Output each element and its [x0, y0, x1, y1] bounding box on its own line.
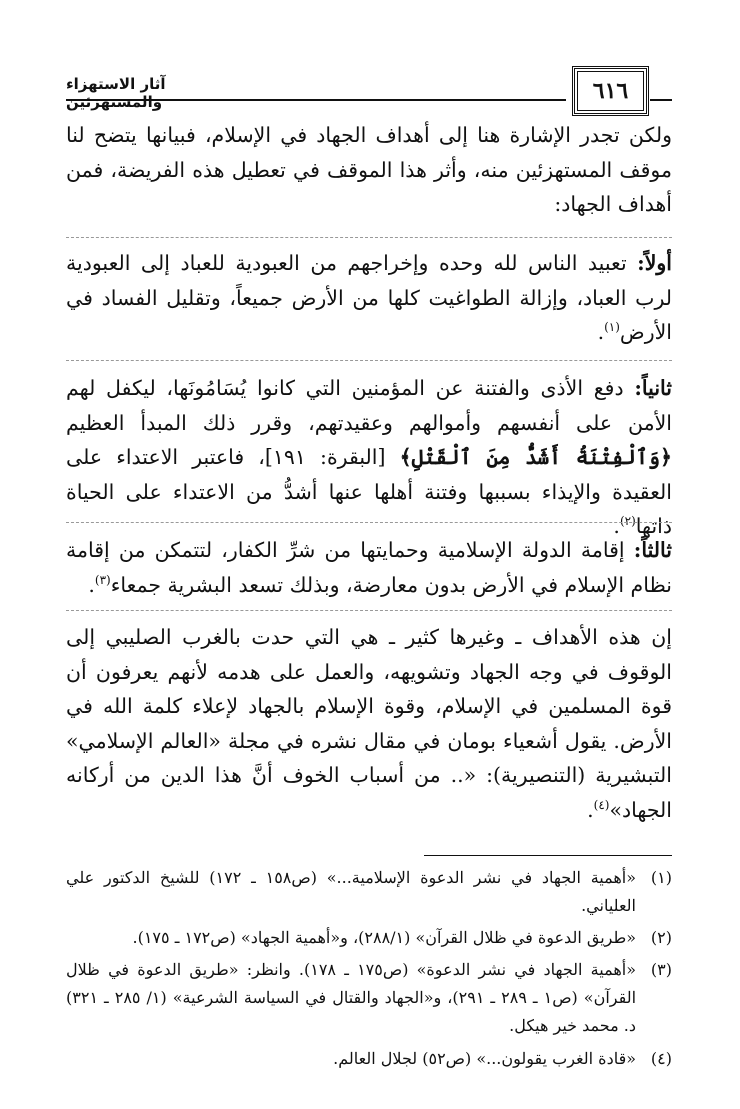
goal-second [66, 371, 672, 544]
footnote-text: «طريق الدعوة في ظلال القرآن» (٢٨٨/١)، و«أهمية الجهاد» (ص١٧٢ ـ ١٧٥). [132, 928, 636, 947]
footnote-number: (١) [650, 868, 672, 887]
goal-first [66, 246, 672, 350]
footnote-3 [66, 956, 672, 1040]
section-divider [66, 237, 672, 238]
quran-verse: ﴿وَٱلْفِتْنَةُ أَشَدُّ مِنَ ٱلْقَتْلِ﴾ [399, 445, 672, 469]
footnote-1 [66, 864, 672, 920]
footnote-number: (٤) [650, 1049, 672, 1068]
goal-second-end: . [613, 514, 620, 538]
footnote-2 [66, 924, 672, 952]
footnote-text: «قادة الغرب يقولون...» (ص٥٢) لجلال العالم. [333, 1049, 636, 1068]
page-number: ٦١٦ [577, 71, 644, 111]
footnote-ref-2: (٢) [619, 514, 636, 529]
footnote-text: «أهمية الجهاد في نشر الدعوة» (ص١٧٥ ـ ١٧٨). وانظر: «طريق الدعوة في ظلال القرآن» (ص١ ـ ٢٨٩ ـ ٢٩١)، و«الجهاد والقتال في السياسة الشرعية» (١/ ٢٨٥ ـ ٣٢١) د. محمد خير هيكل. [66, 960, 637, 1035]
header-rule-right [650, 99, 672, 101]
section-divider [66, 360, 672, 361]
footnote-number: (٢) [650, 928, 672, 947]
goal-third [66, 533, 672, 602]
intro-text: ولكن تجدر الإشارة هنا إلى أهداف الجهاد في الإسلام، فبيانها يتضح لنا موقف المستهزئين منه، وأثر هذا الموقف في تعطيل هذه الفريضة، فمن أهداف الجهاد: [66, 123, 673, 216]
running-title: آثار الاستهزاء والمستهزئين [66, 75, 166, 111]
footnote-4 [66, 1045, 672, 1073]
footnote-ref-1: (١) [604, 320, 620, 335]
intro-paragraph [66, 118, 672, 222]
closing-paragraph [66, 620, 672, 827]
footnote-ref-4: (٤) [593, 797, 610, 812]
closing-text: إن هذه الأهداف ـ وغيرها كثير ـ هي التي حدت بالغرب الصليبي إلى الوقوف في وجه الجهاد وتشويهه، والعمل على هدمه لأنهم يعرفون أن قوة المسلمين في الإسلام، وقوة الإسلام بالجهاد لإعلاء كلمة الله في الأرض. يقول أشعياء بومان في مقال نشره في مجلة «العالم الإسلامي» التبشيرية (التنصيرية): «.. من أسباب الخوف أنَّ هذا الدين من أركانه الجهاد» [66, 625, 672, 822]
goal-first-text: تعبيد الناس لله وحده وإخراجهم من العبودية للعباد إلى العبودية لرب العباد، وإزالة الطواغيت كلها من الأرض جميعاً، وتقليل الفساد في الأرض [66, 251, 672, 344]
footnote-number: (٣) [650, 960, 672, 979]
goal-second-text-a: دفع الأذى والفتنة عن المؤمنين التي كانوا يُسَامُونَها، ليكفل لهم الأمن على أنفسهم وأموالهم وعقيدتهم، وقرر ذلك المبدأ العظيم [66, 376, 672, 435]
goal-second-lead: ثانياً: [634, 376, 672, 400]
footnote-rule [424, 855, 672, 856]
goal-first-lead: أولاً: [637, 251, 672, 275]
footnote-ref-3: (٣) [94, 572, 111, 587]
section-divider [66, 522, 672, 523]
section-divider [66, 610, 672, 611]
goal-third-text: إقامة الدولة الإسلامية وحمايتها من شرِّ الكفار، لتتمكن من إقامة نظام الإسلام في الأرض بدون معارضة، وبذلك تسعد البشرية جمعاء [66, 538, 672, 597]
goal-first-end: . [597, 320, 605, 344]
closing-end: . [587, 797, 594, 822]
goal-third-lead: ثالثاً: [633, 538, 672, 562]
footnote-text: «أهمية الجهاد في نشر الدعوة الإسلامية...» (ص١٥٨ ـ ١٧٢) للشيخ الدكتور علي العلياني. [66, 868, 637, 915]
goal-third-end: . [88, 572, 95, 597]
goal-second-text-b: [البقرة: ١٩١]، فاعتبر الاعتداء على العقيدة والإيذاء بسببها وفتنة أهلها عنها أشدُّ من الاعتداء على الحياة ذاتها [66, 445, 672, 538]
